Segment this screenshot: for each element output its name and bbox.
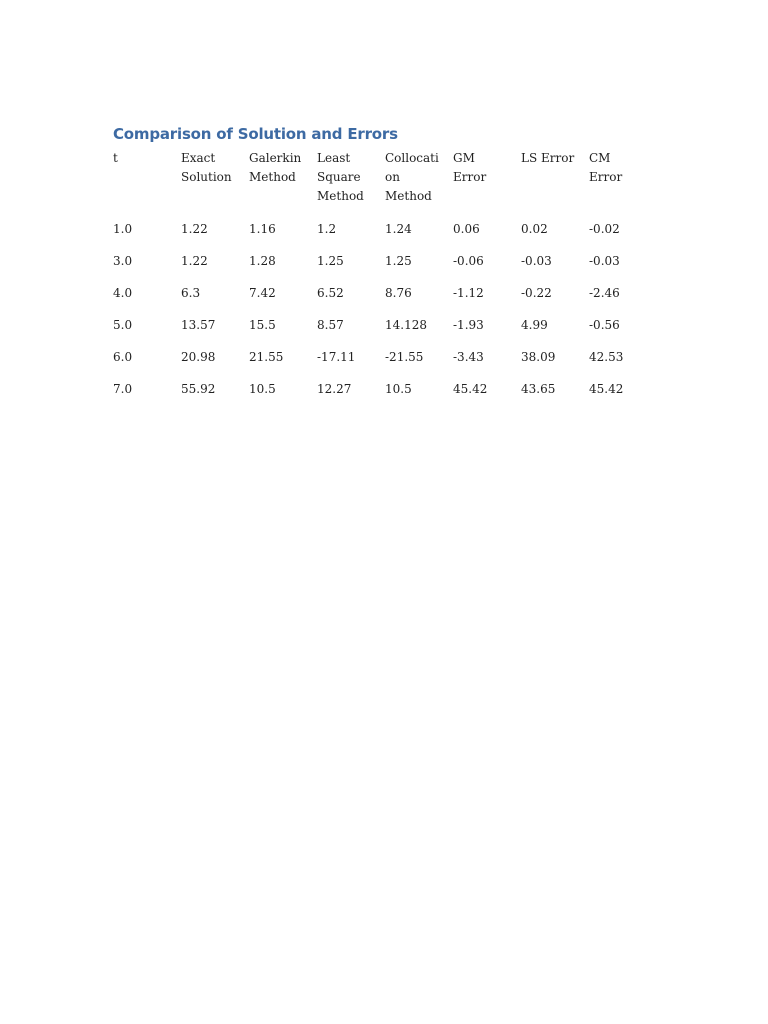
- cell-cm-error: -2.46: [589, 286, 620, 300]
- cell-t: 3.0: [113, 254, 133, 268]
- header-t: t: [113, 151, 118, 165]
- cell-exact-solution: 13.57: [181, 318, 216, 332]
- cell-gm-error: -0.06: [453, 254, 484, 268]
- cell-collocation-method: 8.76: [385, 286, 412, 300]
- comparison-table: [113, 149, 657, 412]
- cell-exact-solution: 55.92: [181, 382, 216, 396]
- header-exact-solution: Exact Solution: [181, 151, 232, 184]
- cell-t: 5.0: [113, 318, 133, 332]
- header-least-square-method: Least Square Method: [317, 151, 364, 203]
- cell-least-square-method: 12.27: [317, 382, 352, 396]
- cell-gm-error: 0.06: [453, 222, 480, 236]
- cell-ls-error: -0.22: [521, 286, 552, 300]
- cell-ls-error: 4.99: [521, 318, 548, 332]
- cell-galerkin-method: 1.28: [249, 254, 276, 268]
- cell-galerkin-method: 21.55: [249, 350, 284, 364]
- table-row: [113, 220, 657, 252]
- header-galerkin-method: Galerkin Method: [249, 151, 302, 184]
- cell-gm-error: -1.12: [453, 286, 484, 300]
- cell-collocation-method: 1.25: [385, 254, 412, 268]
- cell-cm-error: -0.56: [589, 318, 620, 332]
- cell-gm-error: -1.93: [453, 318, 484, 332]
- table-row: [113, 380, 657, 412]
- cell-ls-error: 0.02: [521, 222, 548, 236]
- cell-collocation-method: -21.55: [385, 350, 424, 364]
- cell-gm-error: -3.43: [453, 350, 484, 364]
- header-cm-error: CM Error: [589, 151, 623, 184]
- header-collocation-method: Collocati on Method: [385, 151, 439, 203]
- cell-galerkin-method: 15.5: [249, 318, 276, 332]
- cell-galerkin-method: 7.42: [249, 286, 276, 300]
- cell-exact-solution: 6.3: [181, 286, 201, 300]
- table-row: [113, 348, 657, 380]
- cell-t: 7.0: [113, 382, 133, 396]
- cell-collocation-method: 14.128: [385, 318, 427, 332]
- cell-exact-solution: 20.98: [181, 350, 216, 364]
- header-ls-error: LS Error: [521, 151, 575, 165]
- page-title: Comparison of Solution and Errors: [113, 125, 398, 143]
- cell-t: 6.0: [113, 350, 133, 364]
- cell-ls-error: 38.09: [521, 350, 556, 364]
- cell-least-square-method: 8.57: [317, 318, 344, 332]
- header-gm-error: GM Error: [453, 151, 487, 184]
- cell-collocation-method: 10.5: [385, 382, 412, 396]
- cell-t: 1.0: [113, 222, 133, 236]
- cell-least-square-method: 6.52: [317, 286, 344, 300]
- cell-cm-error: -0.02: [589, 222, 620, 236]
- cell-least-square-method: 1.2: [317, 222, 337, 236]
- cell-t: 4.0: [113, 286, 133, 300]
- cell-cm-error: -0.03: [589, 254, 620, 268]
- table-body: [113, 220, 657, 412]
- table-header-row: [113, 149, 657, 220]
- cell-least-square-method: 1.25: [317, 254, 344, 268]
- table-row: [113, 252, 657, 284]
- cell-cm-error: 45.42: [589, 382, 624, 396]
- table-row: [113, 284, 657, 316]
- cell-galerkin-method: 1.16: [249, 222, 276, 236]
- table-row: [113, 316, 657, 348]
- cell-galerkin-method: 10.5: [249, 382, 276, 396]
- cell-exact-solution: 1.22: [181, 222, 208, 236]
- cell-collocation-method: 1.24: [385, 222, 412, 236]
- cell-ls-error: -0.03: [521, 254, 552, 268]
- cell-exact-solution: 1.22: [181, 254, 208, 268]
- cell-ls-error: 43.65: [521, 382, 556, 396]
- cell-gm-error: 45.42: [453, 382, 488, 396]
- cell-cm-error: 42.53: [589, 350, 624, 364]
- cell-least-square-method: -17.11: [317, 350, 356, 364]
